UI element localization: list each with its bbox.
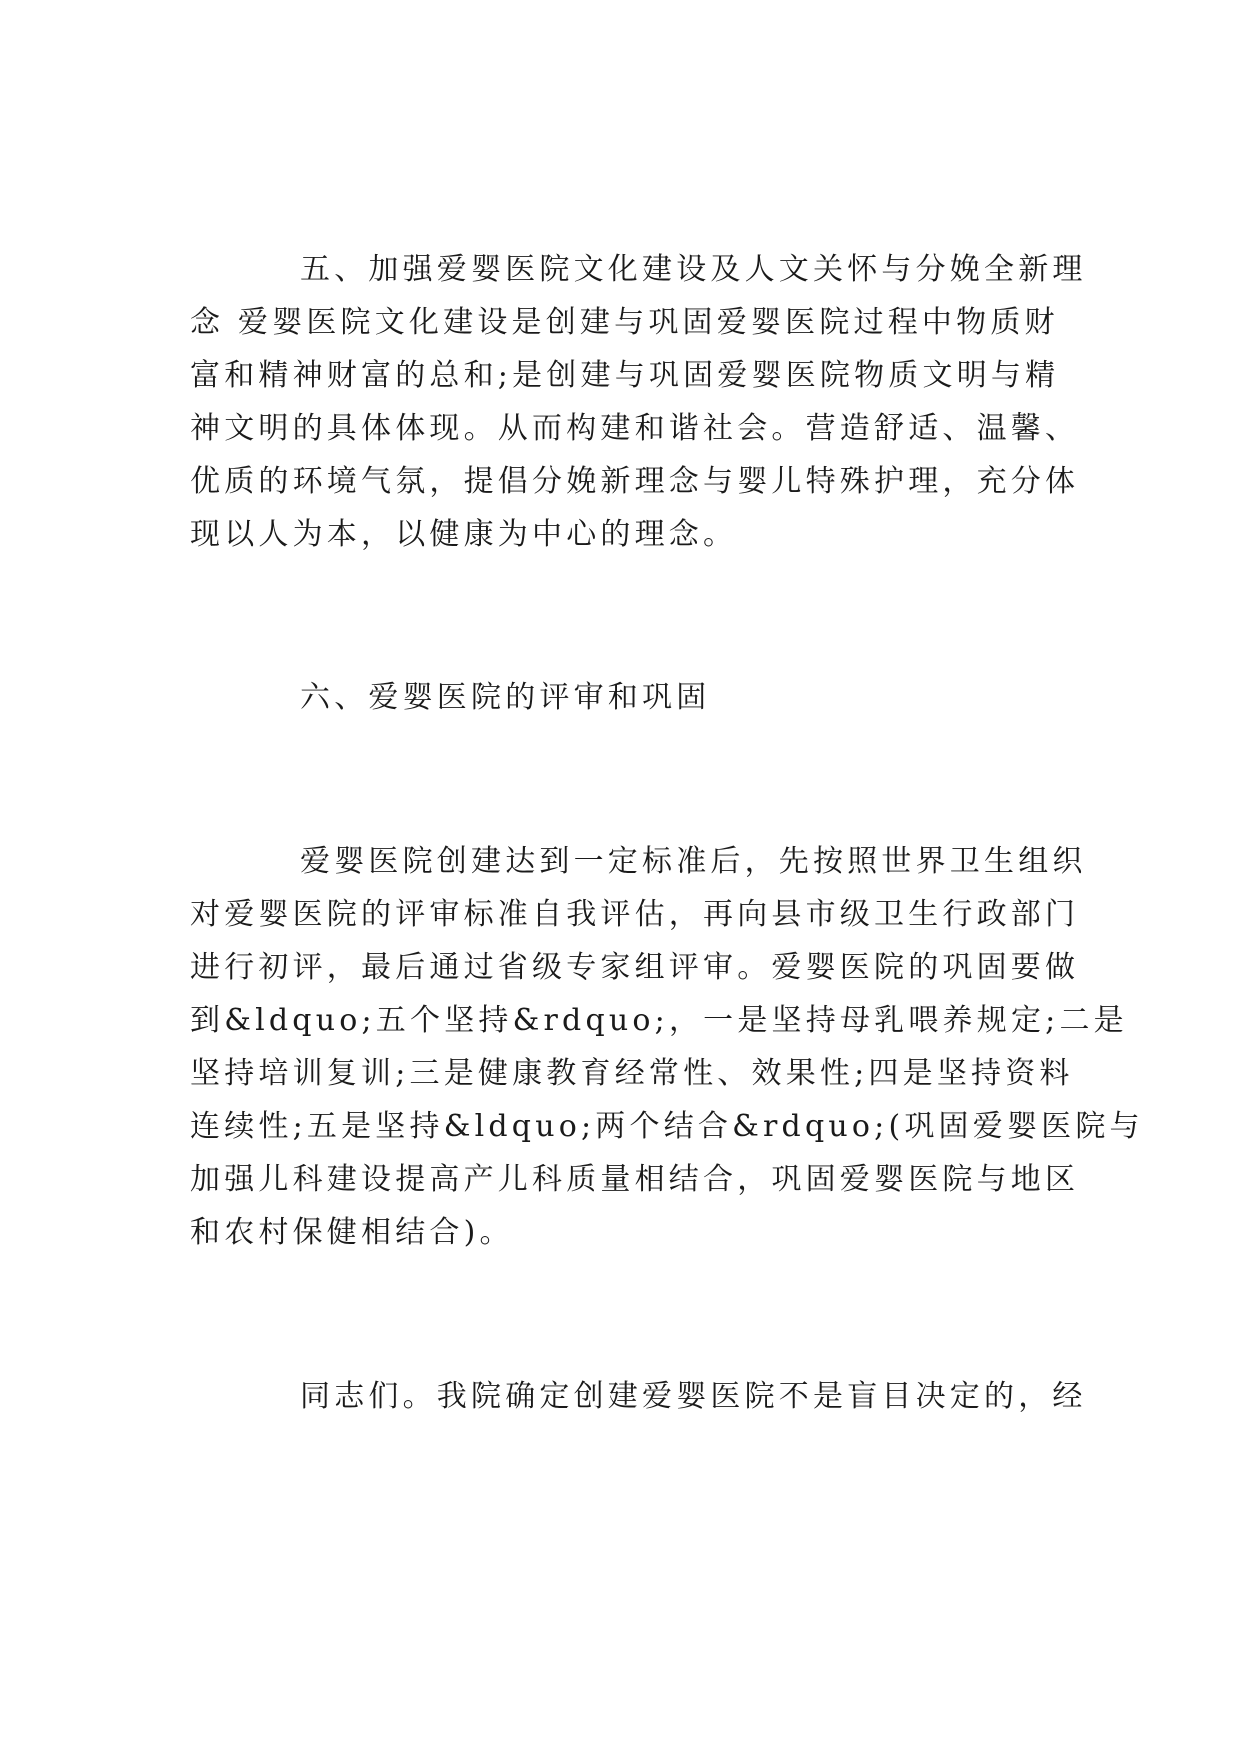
section5-line-1: 五、加强爱婴医院文化建设及人文关怀与分娩全新理: [300, 252, 1087, 287]
section5-line-2: 念 爱婴医院文化建设是创建与巩固爱婴医院过程中物质财: [190, 305, 1059, 340]
closing-line-1: 同志们。我院确定创建爱婴医院不是盲目决定的，经: [300, 1379, 1087, 1414]
section5-line-3: 富和精神财富的总和;是创建与巩固爱婴医院物质文明与精: [190, 358, 1060, 393]
section6-line-4: 到&ldquo;五个坚持&rdquo;，一是坚持母乳喂养规定;二是: [190, 1003, 1128, 1038]
section6-line-5: 坚持培训复训;三是健康教育经常性、效果性;四是坚持资料: [190, 1056, 1074, 1091]
section6-heading: 六、爱婴医院的评审和巩固: [300, 680, 711, 715]
section6-line-6: 连续性;五是坚持&ldquo;两个结合&rdquo;(巩固爱婴医院与: [190, 1109, 1144, 1144]
section5-line-5: 优质的环境气氛，提倡分娩新理念与婴儿特殊护理，充分体: [190, 464, 1080, 499]
section6-line-3: 进行初评，最后通过省级专家组评审。爱婴医院的巩固要做: [190, 950, 1080, 985]
section5-line-4: 神文明的具体体现。从而构建和谐社会。营造舒适、温馨、: [190, 411, 1080, 446]
section6-line-8: 和农村保健相结合)。: [190, 1215, 514, 1250]
section5-line-6: 现以人为本，以健康为中心的理念。: [190, 517, 738, 552]
section6-line-1: 爱婴医院创建达到一定标准后，先按照世界卫生组织: [300, 844, 1087, 879]
section6-line-7: 加强儿科建设提高产儿科质量相结合，巩固爱婴医院与地区: [190, 1162, 1080, 1197]
section6-line-2: 对爱婴医院的评审标准自我评估，再向县市级卫生行政部门: [190, 897, 1080, 932]
